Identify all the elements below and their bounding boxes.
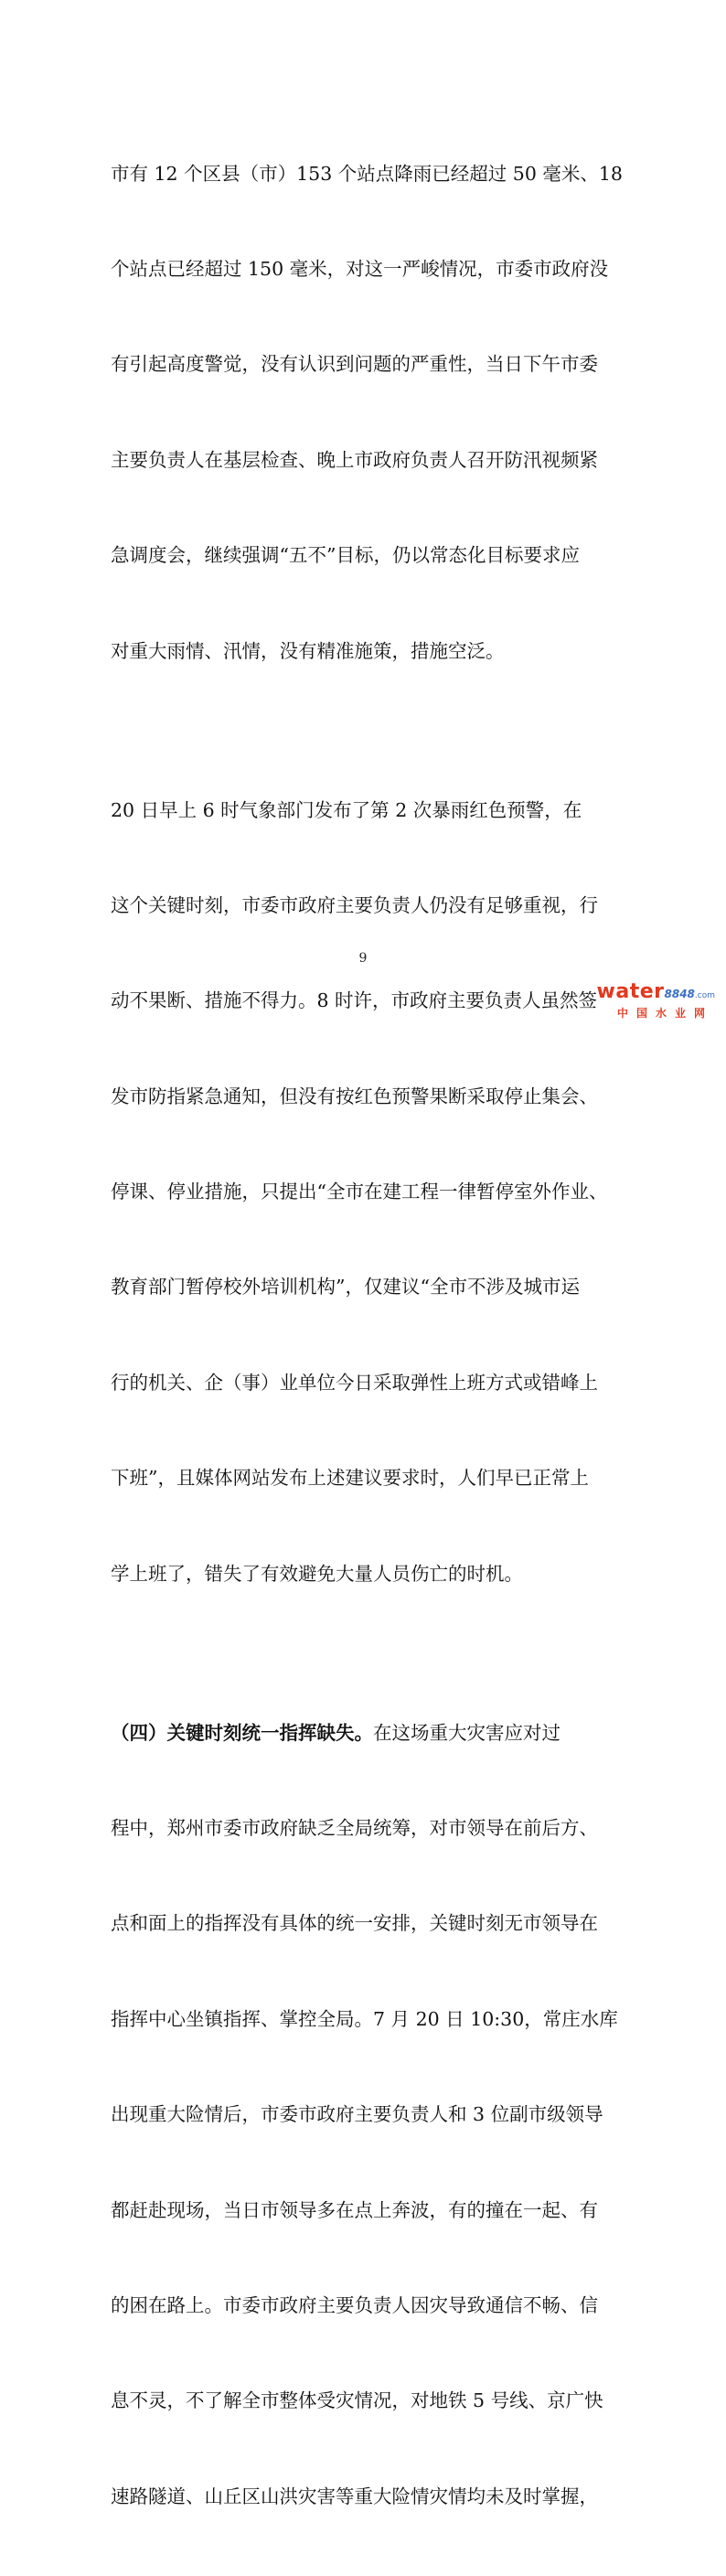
text-line: 主要负责人在基层检查、晚上市政府负责人召开防汛视频紧 [111, 448, 598, 471]
text-line: 下班”，且媒体网站发布上述建议要求时，人们早已正常上 [111, 1467, 589, 1490]
section-heading: （四）关键时刻统一指挥缺失。 [111, 1721, 373, 1744]
text-line: 教育部门暂停校外培训机构”，仅建议“全市不涉及城市运 [111, 1276, 580, 1299]
paragraph-3 [111, 1653, 623, 2576]
heading-continuation: 在这场重大灾害应对过 [373, 1721, 561, 1744]
text-line: 这个关键时刻，市委市政府主要负责人仍没有足够重视，行 [111, 893, 598, 916]
text-line: 市有 12 个区县（市）153 个站点降雨已经超过 50 毫米、18 [111, 162, 623, 185]
text-line: 的困在路上。市委市政府主要负责人因灾导致通信不畅、信 [111, 2293, 598, 2316]
text-line: 对重大雨情、汛情，没有精准施策，措施空泛。 [111, 639, 505, 662]
text-line: 动不果断、措施不得力。8 时许，市政府主要负责人虽然签 [111, 989, 598, 1012]
logo-chinese-name: 中国水业网 [616, 1007, 713, 1020]
text-line: 学上班了，错失了有效避免大量人员伤亡的时机。 [111, 1562, 523, 1585]
text-line [111, 1717, 623, 1749]
text-line: 停课、停业措施，只提出“全市在建工程一律暂停室外作业、 [111, 1181, 608, 1203]
paragraph-2 [111, 731, 623, 1653]
logo-number: 8848 [664, 988, 695, 1000]
logo-wordmark [597, 980, 715, 1003]
text-line: 行的机关、企（事）业单位今日采取弹性上班方式或错峰上 [111, 1371, 598, 1394]
watermark-logo [591, 980, 719, 1024]
text-line: 发市防指紧急通知，但没有按红色预警果断采取停止集会、 [111, 1085, 598, 1107]
text-line: 指挥中心坐镇指挥、掌控全局。7 月 20 日 10:30，常庄水库 [111, 2007, 618, 2030]
logo-suffix: .com [694, 991, 715, 1000]
text-line: 都赶赴现场，当日市领导多在点上奔波，有的撞在一起、有 [111, 2198, 598, 2221]
paragraph-1 [111, 94, 623, 731]
text-line: 个站点已经超过 150 毫米，对这一严峻情况，市委市政府没 [111, 257, 609, 280]
logo-word: water [596, 980, 665, 1003]
text-line: 有引起高度警觉，没有认识到问题的严重性，当日下午市委 [111, 353, 598, 376]
text-line: 急调度会，继续强调“五不”目标，仍以常态化目标要求应 [111, 544, 580, 567]
text-line: 出现重大险情后，市委市政府主要负责人和 3 位副市级领导 [111, 2103, 603, 2126]
text-line: 程中，郑州市委市政府缺乏全局统筹，对市领导在前后方、 [111, 1817, 598, 1840]
body-text [111, 94, 623, 2576]
page-number: 9 [358, 951, 368, 966]
text-line: 点和面上的指挥没有具体的统一安排，关键时刻无市领导在 [111, 1912, 598, 1935]
text-line: 息不灵，不了解全市整体受灾情况，对地铁 5 号线、京广快 [111, 2389, 603, 2412]
text-line: 20 日早上 6 时气象部门发布了第 2 次暴雨红色预警，在 [111, 798, 582, 821]
text-line: 速路隧道、山丘区山洪灾害等重大险情灾情均未及时掌握， [111, 2485, 598, 2507]
